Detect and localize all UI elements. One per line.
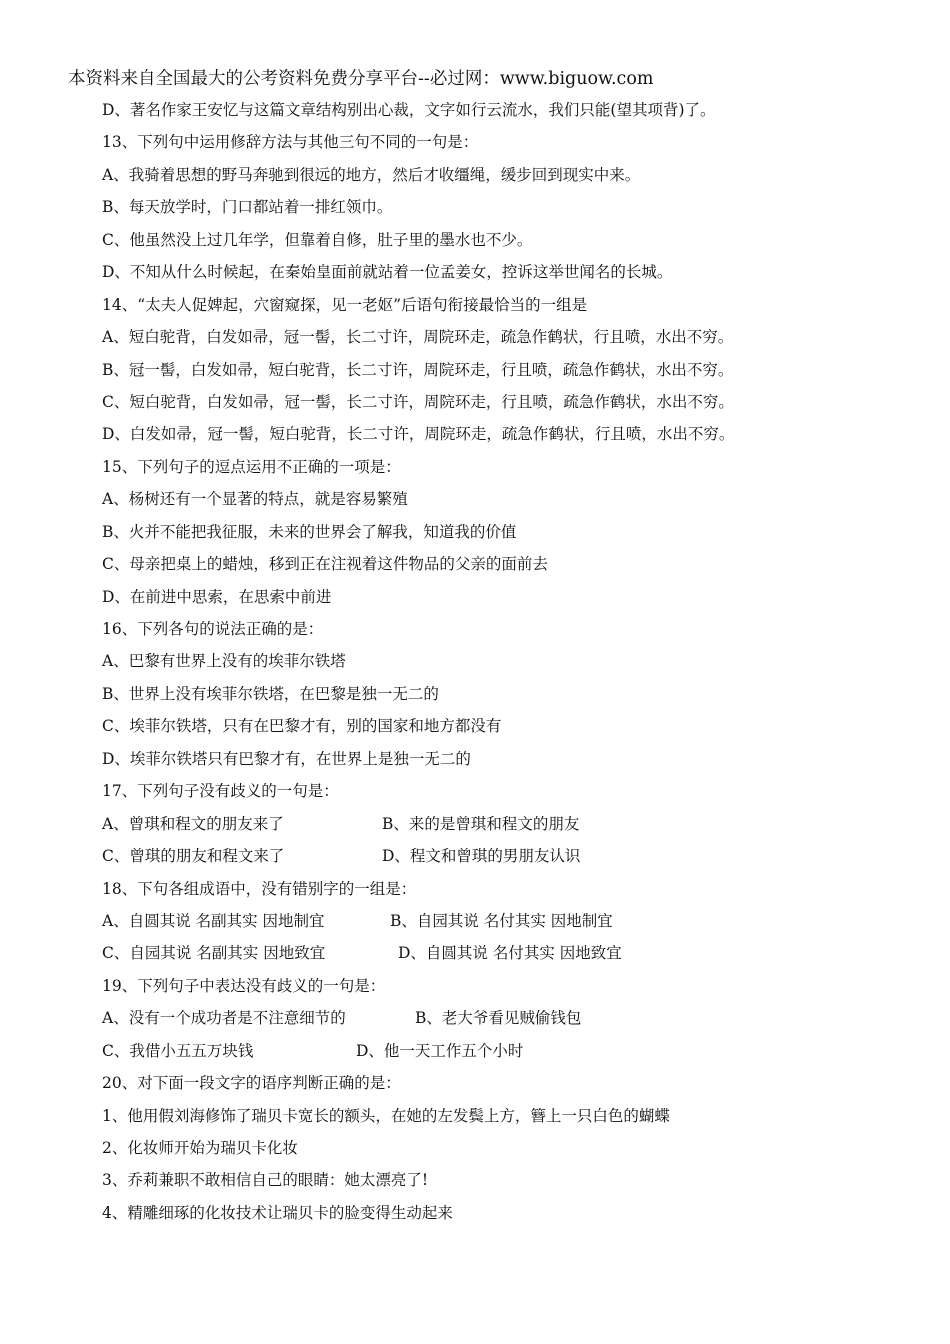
q15-option-d: D、在前进中思索，在思索中前进 — [102, 587, 332, 606]
q17-options-cd — [102, 840, 942, 872]
q17-option-b: B、来的是曾琪和程文的朋友 — [382, 814, 580, 833]
q20-sentence-1: 1、他用假刘海修饰了瑞贝卡宽长的额头，在她的左发鬓上方，簪上一只白色的蝴蝶 — [102, 1106, 670, 1125]
q16-option-a: A、巴黎有世界上没有的埃菲尔铁塔 — [102, 652, 346, 671]
q17-stem: 17、下列句子没有歧义的一句是： — [102, 782, 339, 801]
q15-option-a: A、杨树还有一个显著的特点，就是容易繁殖 — [102, 490, 408, 509]
q15-stem: 15、下列句子的逗点运用不正确的一项是： — [102, 457, 401, 476]
q14-option-d: D、白发如帚，冠一髻，短白驼背，长二寸许，周院环走，疏急作鹤状，行且喷，水出不穷。 — [102, 425, 735, 444]
q19-options-ab — [102, 1002, 942, 1034]
q18-option-a: A、自圆其说 名副其实 因地制宜 — [102, 911, 325, 930]
q18-option-b: B、自园其说 名付其实 因地制宜 — [390, 911, 613, 930]
q20-stem: 20、对下面一段文字的语序判断正确的是： — [102, 1074, 401, 1093]
q19-option-c: C、我借小五五万块钱 — [102, 1041, 254, 1060]
q19-option-b: B、老大爷看见贼偷钱包 — [415, 1009, 582, 1028]
q19-option-a: A、没有一个成功者是不注意细节的 — [102, 1009, 346, 1028]
q20-sentence-3: 3、乔莉兼职不敢相信自己的眼睛：她太漂亮了! — [102, 1171, 429, 1190]
q14-stem: 14、“太夫人促婢起，穴窗窥探，见一老妪”后语句衔接最恰当的一组是 — [102, 295, 588, 314]
q20-sentence-2: 2、化妆师开始为瑞贝卡化妆 — [102, 1139, 298, 1157]
source-header: 本资料来自全国最大的公考资料免费分享平台--必过网：www.biguow.com — [68, 69, 654, 89]
q18-option-d: D、自圆其说 名付其实 因地致宜 — [398, 944, 622, 963]
q13-option-d: D、不知从什么时候起，在秦始皇面前就站着一位孟姜女，控诉这举世闻名的长城。 — [102, 263, 673, 282]
q13-option-a: A、我骑着思想的野马奔驰到很远的地方，然后才收缰绳，缓步回到现实中来。 — [102, 165, 641, 184]
q17-option-a: A、曾琪和程文的朋友来了 — [102, 814, 284, 833]
q18-options-cd — [102, 937, 942, 969]
q17-option-c: C、曾琪的朋友和程文来了 — [102, 847, 285, 866]
q18-stem: 18、下句各组成语中，没有错别字的一组是： — [102, 879, 417, 898]
q13-stem: 13、下列句中运用修辞方法与其他三句不同的一句是： — [102, 133, 479, 152]
q16-stem: 16、下列各句的说法正确的是： — [102, 620, 324, 638]
question-body — [102, 94, 942, 1229]
q13-option-c: C、他虽然没上过几年学，但靠着自修，肚子里的墨水也不少。 — [102, 230, 533, 249]
q16-option-c: C、埃菲尔铁塔，只有在巴黎才有，别的国家和地方都没有 — [102, 717, 502, 736]
q15-option-b: B、火并不能把我征服，未来的世界会了解我，知道我的价值 — [102, 522, 517, 541]
q14-option-c: C、短白驼背，白发如帚，冠一髻，长二寸许，周院环走，行且喷，疏急作鹤状，水出不穷。 — [102, 392, 734, 411]
q16-option-b: B、世界上没有埃菲尔铁塔，在巴黎是独一无二的 — [102, 684, 439, 703]
q18-option-c: C、自园其说 名副其实 因地致宜 — [102, 944, 326, 963]
q14-option-b: B、冠一髻，白发如帚，短白驼背，长二寸许，周院环走，行且喷，疏急作鹤状，水出不穷。 — [102, 360, 734, 379]
q13-option-b: B、每天放学时，门口都站着一排红领巾。 — [102, 198, 393, 217]
q14-option-a: A、短白驼背，白发如帚，冠一髻，长二寸许，周院环走，疏急作鹤状，行且喷，水出不穷。 — [102, 328, 734, 347]
q19-options-cd — [102, 1035, 942, 1067]
q16-option-d: D、埃菲尔铁塔只有巴黎才有，在世界上是独一无二的 — [102, 749, 471, 768]
q12-option-d: D、著名作家王安忆与这篇文章结构别出心裁，文字如行云流水，我们只能(望其项背)了。 — [102, 101, 716, 119]
q19-option-d: D、他一天工作五个小时 — [356, 1041, 524, 1060]
q20-sentence-4: 4、精雕细琢的化妆技术让瑞贝卡的脸变得生动起来 — [102, 1203, 453, 1222]
q17-options-ab — [102, 808, 942, 840]
q19-stem: 19、下列句子中表达没有歧义的一句是： — [102, 976, 386, 995]
q17-option-d: D、程文和曾琪的男朋友认识 — [382, 847, 581, 866]
q18-options-ab — [102, 905, 942, 937]
q15-option-c: C、母亲把桌上的蜡烛，移到正在注视着这件物品的父亲的面前去 — [102, 555, 548, 574]
